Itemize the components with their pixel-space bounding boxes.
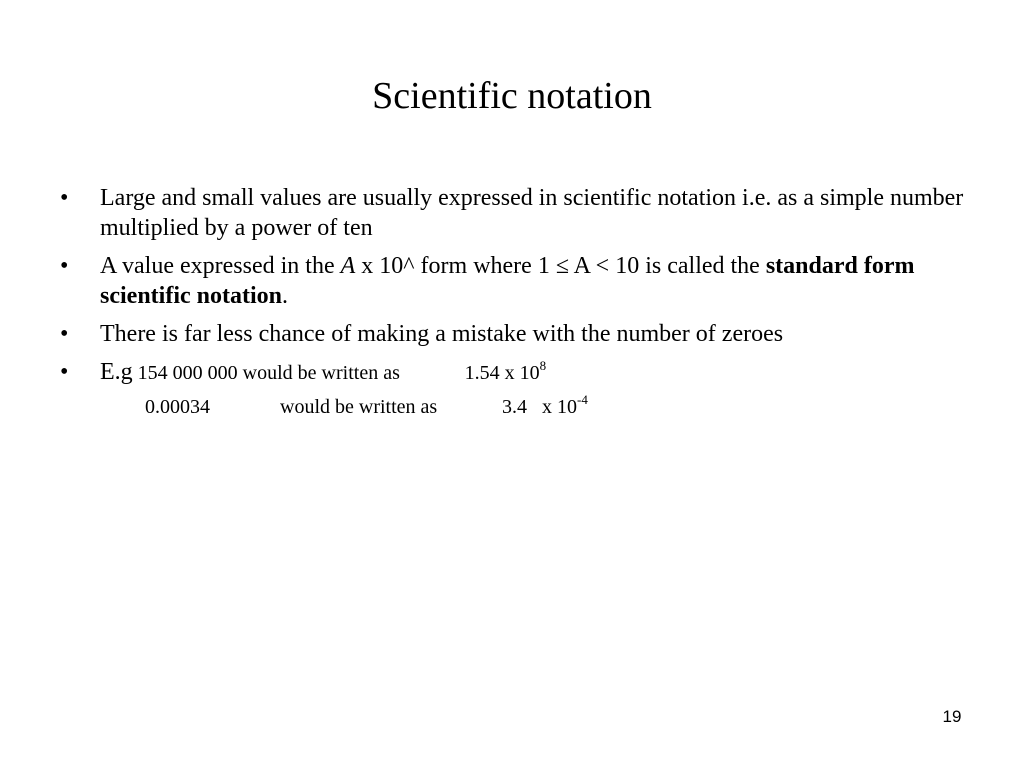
bullet-text-pre: A value expressed in the [100, 253, 341, 279]
example-2-phrase: would be written as [280, 396, 438, 418]
slide-title: Scientific notation [372, 75, 652, 117]
bullet-glyph: • [60, 321, 69, 347]
bullet-text: There is far less chance of making a mistake with the number of zeroes [100, 321, 784, 347]
bullet-glyph: • [60, 185, 69, 211]
bullet-item-definition [60, 183, 980, 243]
bullet-text-italic-a: A [340, 253, 356, 279]
bullet-glyph: • [60, 359, 69, 385]
example-lead: E.g [100, 359, 133, 385]
example-2-row [60, 394, 1024, 420]
example-2-exponent: -4 [577, 392, 588, 407]
page-number: 19 [942, 707, 962, 726]
example-2-value: 3.4 x 10 [502, 396, 577, 418]
bullet-item-zeroes [60, 319, 980, 349]
example-1-phrase: would be written as [242, 362, 400, 384]
bullet-text-mid: x 10^ form where 1 ≤ A < 10 is called the [355, 253, 766, 279]
example-1-value: 1.54 x 10 [464, 362, 540, 384]
bullet-item-standard-form [60, 251, 980, 311]
bullet-glyph: • [60, 253, 69, 279]
example-2-number: 0.00034 [145, 396, 210, 418]
bullet-item-example [60, 357, 980, 388]
bullet-text: Large and small values are usually expressed in scientific notation i.e. as a simple number multiplied by a power of ten [100, 185, 964, 241]
bullet-text-bold-term: standard form scientific notation [100, 253, 915, 309]
example-1-exponent: 8 [539, 358, 547, 373]
example-1-number: 154 000 000 [132, 362, 243, 384]
bullet-text-end: . [281, 283, 288, 309]
bullet-list [60, 183, 980, 388]
